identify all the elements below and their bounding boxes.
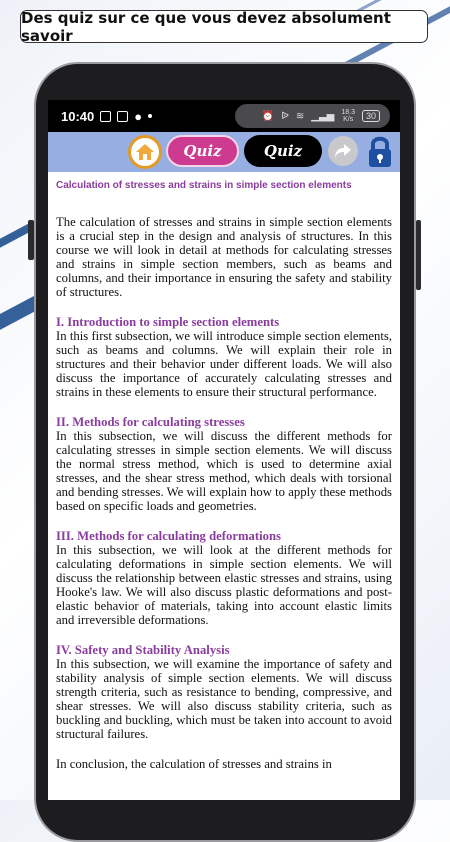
app-toolbar: [48, 132, 400, 172]
section-body: In this subsection, we will discuss the different methods for calculating stresses in simple section elements. We will discuss the normal stress method, which is used to determine axial stresses, and the shear stress method, which deals with torsional and bending stresses. We will explain how to apply these methods based on specific loads and geometries.: [56, 429, 392, 513]
signal-icon: ▁▃▅: [311, 110, 335, 122]
quiz-button-primary[interactable]: Quiz: [166, 135, 239, 167]
section-heading: IV. Safety and Stability Analysis: [56, 643, 230, 657]
phone-side-button: [416, 220, 421, 290]
notification-icon: [100, 111, 111, 122]
section-heading: I. Introduction to simple section elements: [56, 315, 280, 329]
battery-icon: [362, 110, 380, 122]
section-heading: III. Methods for calculating deformations: [56, 529, 281, 543]
phone-side-button: [28, 220, 34, 260]
share-button[interactable]: [328, 136, 358, 166]
bluetooth-icon: ᐉ: [281, 110, 289, 122]
promo-banner-text: Des quiz sur ce que vous devez absolument savoir: [21, 8, 391, 45]
more-notifications-icon: [148, 114, 152, 118]
notification-icon: [117, 111, 128, 122]
article-title: Calculation of stresses and strains in simple section elements: [56, 180, 352, 191]
home-icon: [135, 143, 155, 161]
section-heading: II. Methods for calculating stresses: [56, 415, 245, 429]
alarm-icon: ⏰: [261, 110, 275, 122]
section-body: In this first subsection, we will introduce simple section elements, such as beams and columns. We will explain their role in structures and their behavior under different loads. We will also discuss the importance of accurately calculating stresses and strains in these elements to ensure their structural performance.: [56, 329, 392, 399]
chat-icon: ●: [134, 108, 143, 124]
lock-button[interactable]: [363, 134, 397, 170]
promo-banner: [20, 10, 428, 43]
quiz-button-secondary[interactable]: Quiz: [244, 135, 322, 167]
lock-icon: [365, 135, 395, 169]
network-speed: 18.3 K/s: [341, 109, 355, 123]
article-intro: The calculation of stresses and strains in simple section elements is a crucial step in the design and analysis of structures. In this course we will look in detail at methods for calculating stresses and strains in simple section members, such as beams and columns, and their importance in ensuring the safety and stability of structures.: [56, 215, 392, 299]
status-icons-pill: [235, 104, 390, 128]
wifi-icon: ≋: [295, 110, 305, 122]
status-bar: [48, 100, 400, 132]
status-time: 10:40: [61, 108, 95, 124]
article-conclusion: In conclusion, the calculation of stresses and strains in: [56, 757, 332, 771]
section-body: In this subsection, we will look at the different methods for calculating deformations in simple section elements. We will discuss the relationship between elastic stresses and strains, using Hooke's law. We will also discuss plastic deformations and post-elastic behavior of materials, taking into account elastic limits and irreversible deformations.: [56, 543, 392, 627]
app-screen: [48, 100, 400, 800]
home-button[interactable]: [128, 135, 162, 169]
share-icon: [334, 143, 352, 159]
battery-level: 30: [365, 111, 376, 121]
section-body: In this subsection, we will examine the importance of safety and stability analysis of simple section elements. We will discuss strength criteria, such as resistance to bending, compressive, and shear stresses. We will also discuss stability criteria, such as buckling and buckling, which must be taken into account to avoid structural failures.: [56, 657, 392, 741]
article-content: [48, 172, 400, 771]
